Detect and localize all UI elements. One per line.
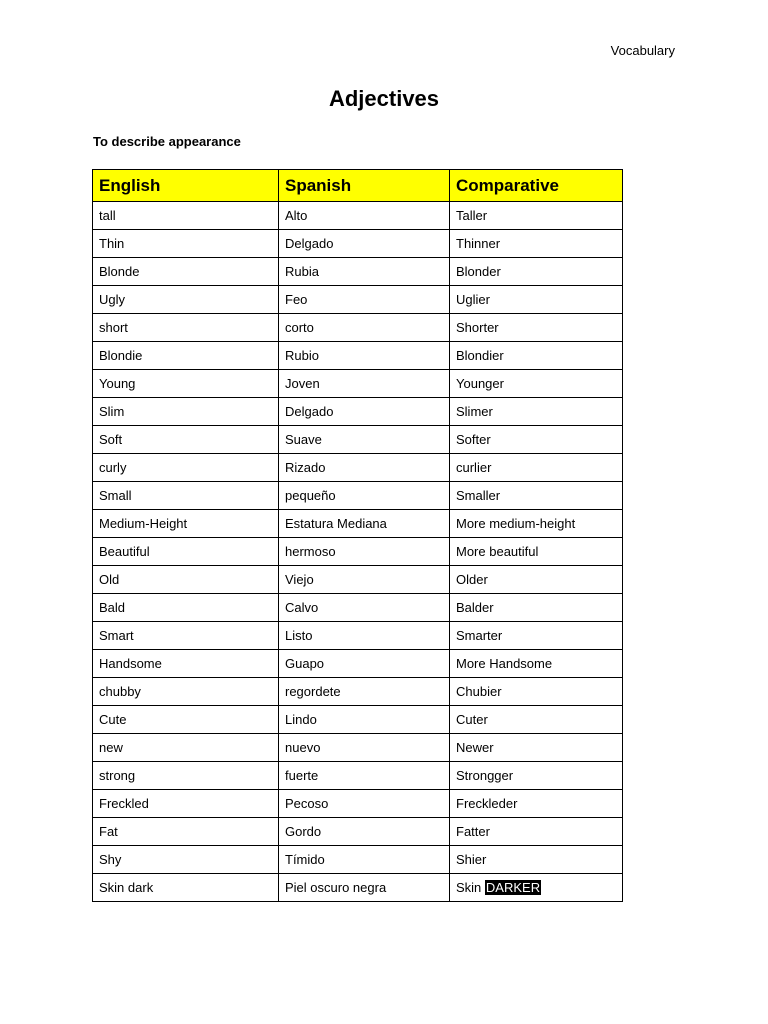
document-header-label: Vocabulary	[610, 43, 675, 58]
comparative-cell: Freckleder	[450, 790, 623, 818]
comparative-cell: curlier	[450, 454, 623, 482]
comparative-cell: Shorter	[450, 314, 623, 342]
table-row	[93, 706, 623, 734]
comparative-cell: More Handsome	[450, 650, 623, 678]
table-row	[93, 398, 623, 426]
table-row	[93, 566, 623, 594]
spanish-cell: Viejo	[279, 566, 450, 594]
spanish-cell: Gordo	[279, 818, 450, 846]
comparative-cell: Newer	[450, 734, 623, 762]
english-cell: Thin	[93, 230, 279, 258]
comparative-cell: Younger	[450, 370, 623, 398]
table-row	[93, 650, 623, 678]
table-row	[93, 258, 623, 286]
spanish-cell: fuerte	[279, 762, 450, 790]
comparative-cell: Softer	[450, 426, 623, 454]
table-body	[93, 202, 623, 902]
comparative-cell: Shier	[450, 846, 623, 874]
comparative-cell: More medium-height	[450, 510, 623, 538]
comparative-cell: Uglier	[450, 286, 623, 314]
english-cell: chubby	[93, 678, 279, 706]
spanish-cell: Tímido	[279, 846, 450, 874]
spanish-cell: Feo	[279, 286, 450, 314]
english-cell: Slim	[93, 398, 279, 426]
english-cell: Handsome	[93, 650, 279, 678]
column-header-english: English	[93, 170, 279, 202]
table-header-row	[93, 170, 623, 202]
english-cell: tall	[93, 202, 279, 230]
table-row	[93, 538, 623, 566]
table-row	[93, 202, 623, 230]
english-cell: new	[93, 734, 279, 762]
spanish-cell: regordete	[279, 678, 450, 706]
table-row	[93, 734, 623, 762]
table-row	[93, 594, 623, 622]
english-cell: Medium-Height	[93, 510, 279, 538]
english-cell: Soft	[93, 426, 279, 454]
english-cell: Fat	[93, 818, 279, 846]
spanish-cell: Delgado	[279, 230, 450, 258]
spanish-cell: Rubio	[279, 342, 450, 370]
page-title: Adjectives	[328, 86, 440, 111]
english-cell: short	[93, 314, 279, 342]
spanish-cell: nuevo	[279, 734, 450, 762]
spanish-cell: Suave	[279, 426, 450, 454]
spanish-cell: Rizado	[279, 454, 450, 482]
english-cell: Cute	[93, 706, 279, 734]
table-row	[93, 286, 623, 314]
spanish-cell: Alto	[279, 202, 450, 230]
english-cell: Small	[93, 482, 279, 510]
comparative-cell: More beautiful	[450, 538, 623, 566]
table-row	[93, 510, 623, 538]
spanish-cell: Rubia	[279, 258, 450, 286]
table-row	[93, 762, 623, 790]
comparative-cell: Taller	[450, 202, 623, 230]
english-cell: Blondie	[93, 342, 279, 370]
english-cell: Young	[93, 370, 279, 398]
spanish-cell: pequeño	[279, 482, 450, 510]
comparative-cell: Balder	[450, 594, 623, 622]
table-row	[93, 454, 623, 482]
column-header-spanish: Spanish	[279, 170, 450, 202]
comparative-cell: Older	[450, 566, 623, 594]
table-row	[93, 426, 623, 454]
comparative-cell: Strongger	[450, 762, 623, 790]
english-cell: Old	[93, 566, 279, 594]
spanish-cell: Guapo	[279, 650, 450, 678]
table-row	[93, 790, 623, 818]
english-cell: Beautiful	[93, 538, 279, 566]
english-cell: Shy	[93, 846, 279, 874]
highlighted-text: DARKER	[485, 880, 541, 895]
english-cell: Freckled	[93, 790, 279, 818]
comparative-cell: Chubier	[450, 678, 623, 706]
table-row	[93, 818, 623, 846]
vocabulary-table	[92, 169, 623, 902]
spanish-cell: Estatura Mediana	[279, 510, 450, 538]
spanish-cell: Piel oscuro negra	[279, 874, 450, 902]
comparative-cell	[450, 874, 623, 902]
spanish-cell: Listo	[279, 622, 450, 650]
table-row	[93, 370, 623, 398]
section-heading: To describe appearance	[93, 134, 241, 149]
table-row	[93, 230, 623, 258]
spanish-cell: Delgado	[279, 398, 450, 426]
comparative-cell: Smarter	[450, 622, 623, 650]
comparative-cell: Cuter	[450, 706, 623, 734]
comparative-cell: Blondier	[450, 342, 623, 370]
english-cell: Skin dark	[93, 874, 279, 902]
table-row	[93, 314, 623, 342]
comparative-text: Skin	[456, 880, 482, 895]
spanish-cell: corto	[279, 314, 450, 342]
comparative-cell: Fatter	[450, 818, 623, 846]
spanish-cell: Joven	[279, 370, 450, 398]
english-cell: Smart	[93, 622, 279, 650]
english-cell: strong	[93, 762, 279, 790]
spanish-cell: Calvo	[279, 594, 450, 622]
spanish-cell: Pecoso	[279, 790, 450, 818]
table-row	[93, 874, 623, 902]
english-cell: Ugly	[93, 286, 279, 314]
table-row	[93, 482, 623, 510]
english-cell: curly	[93, 454, 279, 482]
comparative-cell: Slimer	[450, 398, 623, 426]
table-row	[93, 342, 623, 370]
table-row	[93, 678, 623, 706]
spanish-cell: Lindo	[279, 706, 450, 734]
table-row	[93, 622, 623, 650]
comparative-cell: Blonder	[450, 258, 623, 286]
comparative-cell: Thinner	[450, 230, 623, 258]
table-row	[93, 846, 623, 874]
comparative-cell: Smaller	[450, 482, 623, 510]
english-cell: Bald	[93, 594, 279, 622]
spanish-cell: hermoso	[279, 538, 450, 566]
english-cell: Blonde	[93, 258, 279, 286]
column-header-comparative: Comparative	[450, 170, 623, 202]
